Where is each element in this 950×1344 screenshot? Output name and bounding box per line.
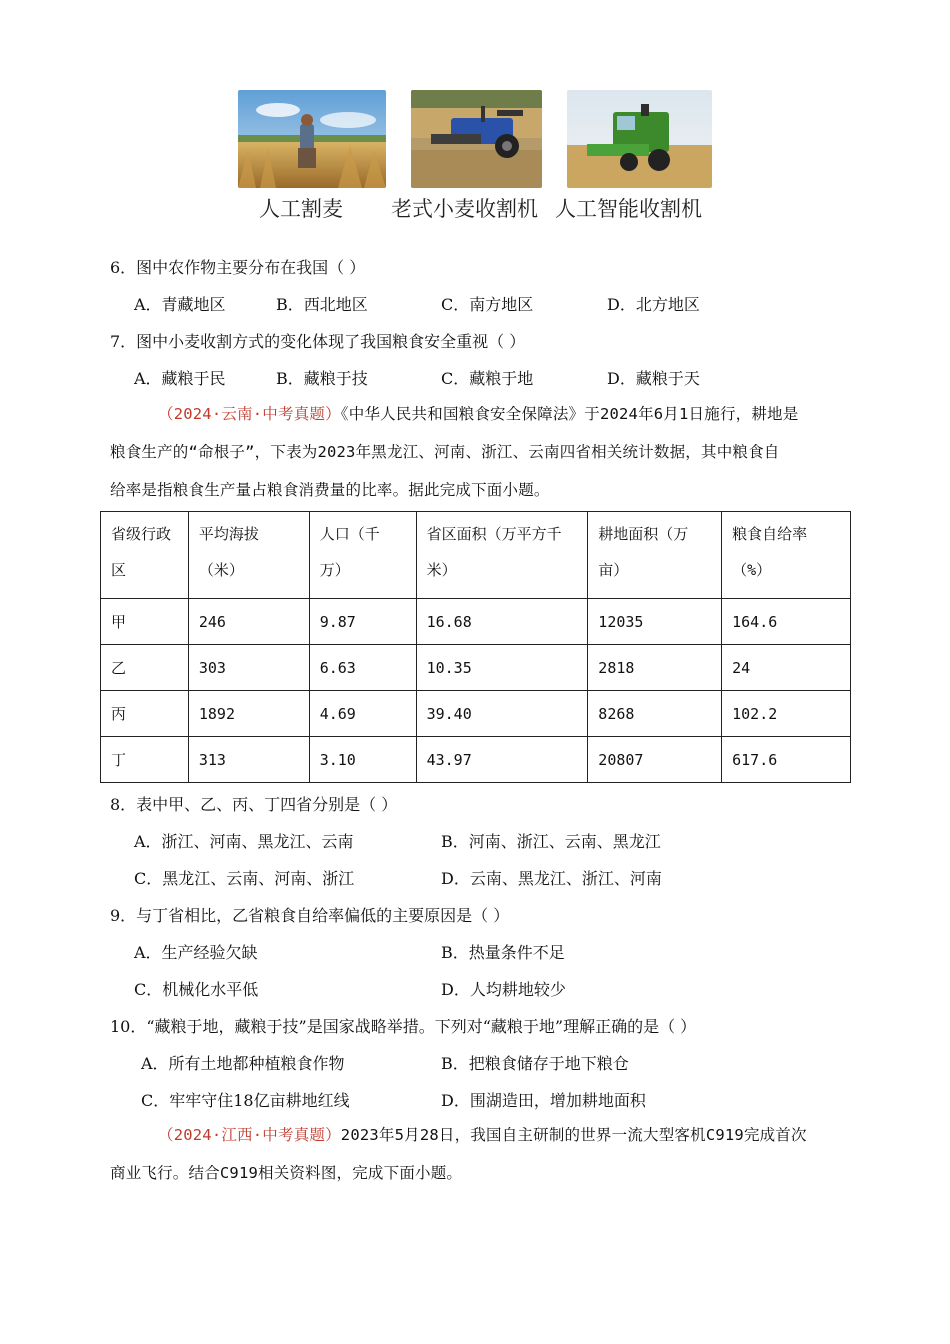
question-9-option-c[interactable]: C．机械化水平低 <box>134 980 259 999</box>
table-header-cell: 省区面积（万平方千 米） <box>416 512 588 599</box>
province-stats-table <box>100 511 851 783</box>
question-8-option-d[interactable]: D．云南、黑龙江、浙江、河南 <box>441 869 662 888</box>
table-cell: 丁 <box>101 737 189 783</box>
question-7-option-d[interactable]: D．藏粮于天 <box>607 369 700 388</box>
question-9-option-a[interactable]: A．生产经验欠缺 <box>134 943 258 962</box>
table-cell: 4.69 <box>309 691 416 737</box>
table-cell: 乙 <box>101 645 189 691</box>
table-cell: 617.6 <box>722 737 851 783</box>
table-cell: 102.2 <box>722 691 851 737</box>
question-6-option-b[interactable]: B．西北地区 <box>276 295 368 314</box>
question-10-option-b[interactable]: B．把粮食储存于地下粮仓 <box>441 1054 629 1073</box>
table-header-cell: 人口（千 万） <box>309 512 416 599</box>
question-6-option-a[interactable]: A．青藏地区 <box>134 295 226 314</box>
table-cell: 164.6 <box>722 599 851 645</box>
intro-yunnan-line-1: 《中华人民共和国粮食安全保障法》于2024年6月1日施行，耕地是 <box>340 405 799 423</box>
table-cell: 8268 <box>588 691 722 737</box>
table-row <box>101 645 851 691</box>
table-cell: 24 <box>722 645 851 691</box>
table-cell: 313 <box>188 737 309 783</box>
table-row <box>101 599 851 645</box>
intro-jiangxi-line-2: 商业飞行。结合C919相关资料图，完成下面小题。 <box>110 1164 463 1182</box>
intro-paragraph-yunnan <box>110 395 840 509</box>
question-10-option-a[interactable]: A．所有土地都种植粮食作物 <box>141 1054 345 1073</box>
caption-smart-harvester: 人工智能收割机 <box>555 197 702 221</box>
question-7-option-b[interactable]: B．藏粮于技 <box>276 369 368 388</box>
question-8-option-b[interactable]: B．河南、浙江、云南、黑龙江 <box>441 832 661 851</box>
question-7-stem: 7．图中小麦收割方式的变化体现了我国粮食安全重视（ ） <box>110 332 526 351</box>
question-8-option-c[interactable]: C．黑龙江、云南、河南、浙江 <box>134 869 355 888</box>
table-cell: 3.10 <box>309 737 416 783</box>
table-cell: 12035 <box>588 599 722 645</box>
question-9-stem: 9．与丁省相比，乙省粮食自给率偏低的主要原因是（ ） <box>110 906 510 925</box>
table-header-cell: 粮食自给率 （%） <box>722 512 851 599</box>
table-header-cell: 平均海拔 （米） <box>188 512 309 599</box>
table-cell: 甲 <box>101 599 189 645</box>
table-header-row <box>101 512 851 599</box>
caption-manual-harvest: 人工割麦 <box>259 197 343 221</box>
table-header-cell: 省级行政 区 <box>101 512 189 599</box>
table-cell: 246 <box>188 599 309 645</box>
question-10-option-d[interactable]: D．围湖造田，增加耕地面积 <box>441 1091 646 1110</box>
question-7-option-a[interactable]: A．藏粮于民 <box>134 369 226 388</box>
question-7-option-c[interactable]: C．藏粮于地 <box>441 369 534 388</box>
intro-jiangxi-line-1: 2023年5月28日，我国自主研制的世界一流大型客机C919完成首次 <box>340 1126 807 1144</box>
table-cell: 丙 <box>101 691 189 737</box>
question-9-option-b[interactable]: B．热量条件不足 <box>441 943 565 962</box>
table-header-cell: 耕地面积（万 亩） <box>588 512 722 599</box>
source-tag-yunnan: （2024·云南·中考真题） <box>158 405 341 423</box>
question-10-stem: 10．“藏粮于地，藏粮于技”是国家战略举措。下列对“藏粮于地”理解正确的是（ ） <box>110 1017 697 1036</box>
table-cell: 39.40 <box>416 691 588 737</box>
table-cell: 10.35 <box>416 645 588 691</box>
intro-yunnan-line-2: 粮食生产的“命根子”，下表为2023年黑龙江、河南、浙江、云南四省相关统计数据，其中粮食自 <box>110 443 780 461</box>
question-6-stem: 6．图中农作物主要分布在我国（ ） <box>110 258 366 277</box>
table-cell: 303 <box>188 645 309 691</box>
table-cell: 9.87 <box>309 599 416 645</box>
question-8-stem: 8．表中甲、乙、丙、丁四省分别是（ ） <box>110 795 398 814</box>
table-row <box>101 737 851 783</box>
table-cell: 20807 <box>588 737 722 783</box>
table-cell: 16.68 <box>416 599 588 645</box>
photo-smart-harvester <box>567 90 712 188</box>
question-6-option-d[interactable]: D．北方地区 <box>607 295 700 314</box>
question-8-option-a[interactable]: A．浙江、河南、黑龙江、云南 <box>134 832 354 851</box>
question-6-option-c[interactable]: C．南方地区 <box>441 295 534 314</box>
source-tag-jiangxi: （2024·江西·中考真题） <box>158 1126 341 1144</box>
table-cell: 43.97 <box>416 737 588 783</box>
question-9-option-d[interactable]: D．人均耕地较少 <box>441 980 566 999</box>
photo-old-harvester <box>411 90 542 188</box>
table-cell: 1892 <box>188 691 309 737</box>
table-cell: 6.63 <box>309 645 416 691</box>
table-row <box>101 691 851 737</box>
intro-yunnan-line-3: 给率是指粮食生产量占粮食消费量的比率。据此完成下面小题。 <box>110 481 550 499</box>
caption-old-harvester: 老式小麦收割机 <box>391 197 538 221</box>
photo-manual-harvest <box>238 90 386 188</box>
intro-paragraph-jiangxi <box>110 1116 840 1192</box>
table-cell: 2818 <box>588 645 722 691</box>
question-10-option-c[interactable]: C．牢牢守住18亿亩耕地红线 <box>141 1091 350 1110</box>
